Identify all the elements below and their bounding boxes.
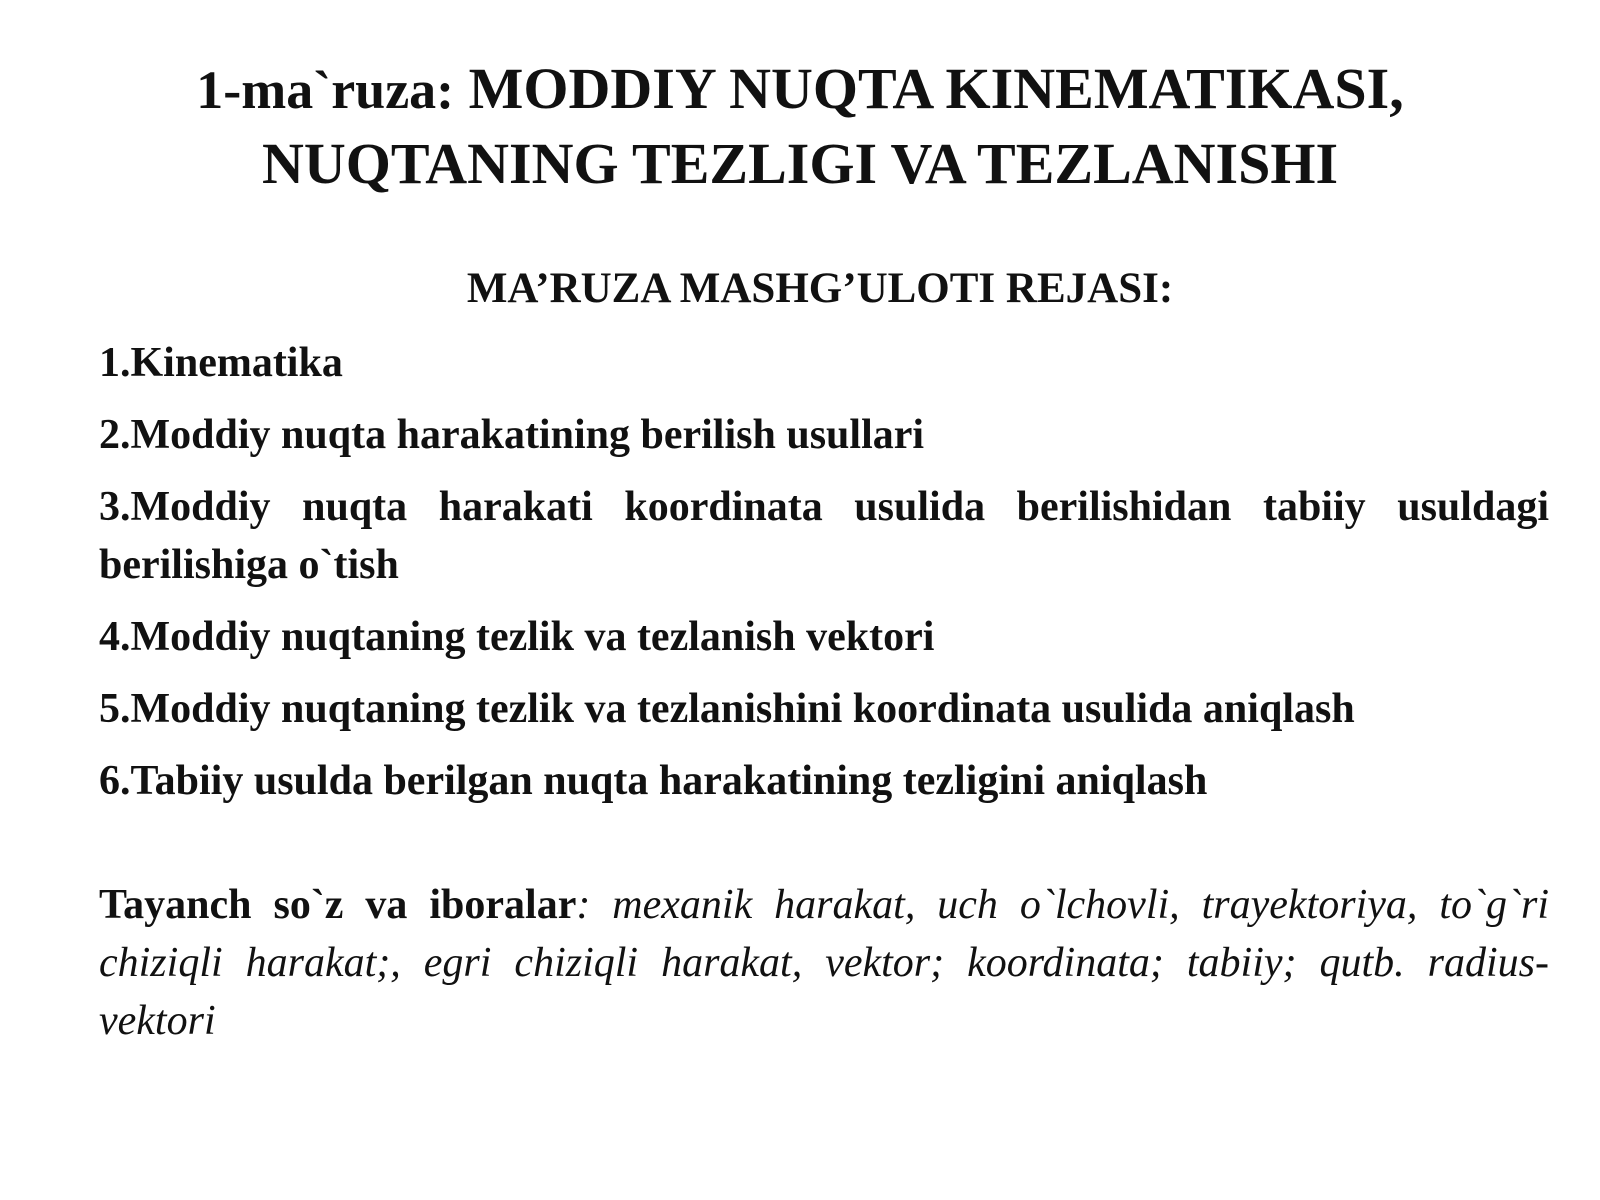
keywords-label: Tayanch so`z va iboralar — [99, 882, 577, 928]
plan-item: 4.Moddiy nuqtaning tezlik va tezlanish vektori — [99, 614, 935, 660]
plan-item: 6.Tabiiy usulda berilgan nuqta harakatining tezligini aniqlash — [99, 758, 1208, 804]
title-topic: MODDIY NUQTA KINEMATIKASI, NUQTANING TEZLIGI VA TEZLANISHI — [261, 56, 1404, 196]
plan-item: 1.Kinematika — [99, 340, 343, 386]
title-lecture-number: 1-ma`ruza: — [196, 60, 455, 120]
keywords-text: : mexanik harakat, uch o`lchovli, trayektoriya, to`g`ri chiziqli harakat;, egri chiziqli harakat, vektor; koordinata; tabiiy; qutb. radius-vektori — [99, 882, 1549, 1044]
plan-item: 5.Moddiy nuqtaning tezlik va tezlanishini koordinata usulida aniqlash — [99, 686, 1355, 732]
slide-title — [100, 52, 1500, 201]
lecture-plan-list — [99, 334, 1549, 824]
keywords-paragraph — [99, 876, 1549, 1050]
plan-item: 3.Moddiy nuqta harakati koordinata usulida berilishidan tabiiy usuldagi berilishiga o`tish — [99, 484, 1549, 588]
plan-heading: MA’RUZA MASHG’ULOTI REJASI: — [466, 265, 1174, 312]
plan-item: 2.Moddiy nuqta harakatining berilish usullari — [99, 412, 925, 458]
